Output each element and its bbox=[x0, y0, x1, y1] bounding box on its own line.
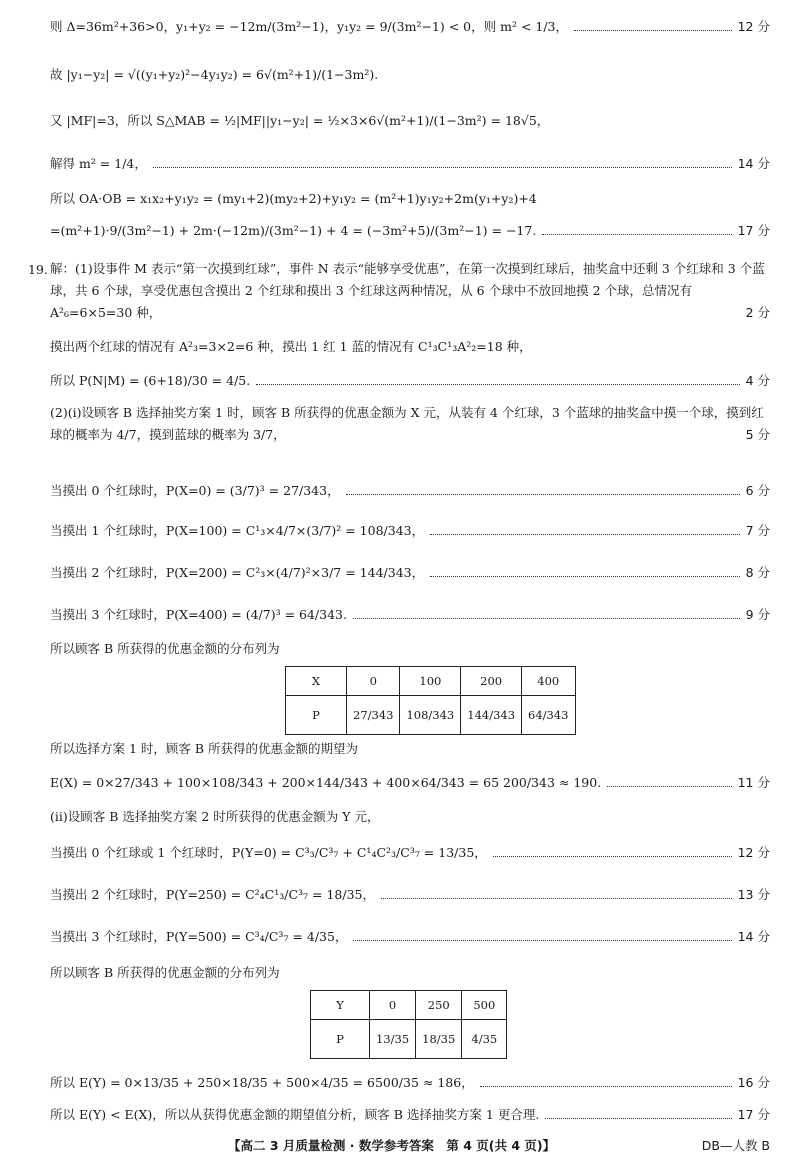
table-cell: Y bbox=[311, 991, 370, 1020]
leader-dots bbox=[256, 384, 739, 385]
leader-dots bbox=[430, 534, 739, 535]
score-label: 11 分 bbox=[737, 775, 770, 790]
table-cell: 4/35 bbox=[462, 1020, 507, 1059]
score-label: 4 分 bbox=[745, 373, 770, 388]
line-text: 当摸出 2 个红球时，P(X=200) = C²₃×(4/7)²×3/7 = 144/343， bbox=[50, 565, 425, 580]
line-text: 所以顾客 B 所获得的优惠金额的分布列为 bbox=[50, 965, 280, 980]
score-label: 17 分 bbox=[737, 1107, 770, 1122]
leader-dots bbox=[346, 494, 740, 495]
score-label: 7 分 bbox=[745, 523, 770, 538]
leader-dots bbox=[607, 786, 731, 787]
table-cell: X bbox=[286, 667, 347, 696]
leader-dots bbox=[381, 898, 732, 899]
score-label: 5 分 bbox=[745, 427, 770, 442]
solution-line bbox=[50, 1074, 770, 1092]
line-text: 摸出两个红球的情况有 A²₃=3×2=6 种，摸出 1 红 1 蓝的情况有 C¹₃C¹₃A²₂=18 种， bbox=[50, 339, 532, 354]
solution-line bbox=[50, 886, 770, 904]
line-text: 故 |y₁−y₂| = √((y₁+y₂)²−4y₁y₂) = 6√(m²+1)/(1−3m²). bbox=[50, 67, 379, 82]
table-cell: 18/35 bbox=[416, 1020, 462, 1059]
solution-line bbox=[50, 740, 770, 758]
line-text: E(X) = 0×27/343 + 100×108/343 + 200×144/343 + 400×64/343 = 65 200/343 ≈ 190. bbox=[50, 775, 602, 790]
score-label: 12 分 bbox=[737, 19, 770, 34]
solution-line bbox=[50, 606, 770, 624]
line-text: (2)(ⅰ)设顾客 B 选择抽奖方案 1 时，顾客 B 所获得的优惠金额为 X 元，从装有 4 个红球，3 个蓝球的抽奖盒中摸一个球，摸到红球的概率为 4/7，摸到蓝球的概率为 3/7， bbox=[50, 405, 764, 442]
footer-code: DB—人教 B bbox=[701, 1138, 770, 1153]
score-label: 12 分 bbox=[737, 845, 770, 860]
solution-line bbox=[50, 372, 770, 390]
leader-dots bbox=[542, 234, 731, 235]
score-label: 9 分 bbox=[745, 607, 770, 622]
line-text: 当摸出 1 个红球时，P(X=100) = C¹₃×4/7×(3/7)² = 108/343， bbox=[50, 523, 425, 538]
line-text: 当摸出 0 个红球时，P(X=0) = (3/7)³ = 27/343， bbox=[50, 483, 340, 498]
solution-line bbox=[50, 774, 770, 792]
leader-dots bbox=[430, 576, 739, 577]
solution-line bbox=[50, 522, 770, 540]
table-cell: 200 bbox=[461, 667, 522, 696]
line-text: 当摸出 2 个红球时，P(Y=250) = C²₄C¹₃/C³₇ = 18/35， bbox=[50, 887, 375, 902]
solution-line bbox=[50, 66, 770, 84]
line-text: 所以 P(N|M) = (6+18)/30 = 4/5. bbox=[50, 373, 251, 388]
solution-line bbox=[50, 155, 770, 173]
line-text: 所以 E(Y) = 0×13/35 + 250×18/35 + 500×4/35 = 6500/35 ≈ 186， bbox=[50, 1075, 474, 1090]
score-label: 6 分 bbox=[745, 483, 770, 498]
line-text: 所以选择方案 1 时，顾客 B 所获得的优惠金额的期望为 bbox=[50, 741, 359, 756]
leader-dots bbox=[574, 30, 732, 31]
question-number: 19. bbox=[28, 262, 48, 277]
solution-line bbox=[50, 190, 770, 208]
leader-dots bbox=[353, 618, 740, 619]
solution-line bbox=[50, 1106, 770, 1124]
solution-paragraph bbox=[50, 402, 770, 446]
score-label: 2 分 bbox=[745, 305, 770, 320]
line-text: 所以顾客 B 所获得的优惠金额的分布列为 bbox=[50, 641, 280, 656]
score-label: 8 分 bbox=[745, 565, 770, 580]
table-cell: P bbox=[286, 696, 347, 735]
line-text: 所以 OA·OB = x₁x₂+y₁y₂ = (my₁+2)(my₂+2)+y₁y₂ = (m²+1)y₁y₂+2m(y₁+y₂)+4 bbox=[50, 191, 537, 206]
line-text: 解得 m² = 1/4， bbox=[50, 156, 147, 171]
footer-title: 【高二 3 月质量检测 · 数学参考答案 第 4 页(共 4 页)】 bbox=[228, 1138, 556, 1153]
table-cell: P bbox=[311, 1020, 370, 1059]
line-text: 当摸出 0 个红球或 1 个红球时，P(Y=0) = C³₃/C³₇ + C¹₄C²₃/C³₇ = 13/35， bbox=[50, 845, 487, 860]
solution-line bbox=[50, 18, 770, 36]
line-text: 当摸出 3 个红球时，P(X=400) = (4/7)³ = 64/343. bbox=[50, 607, 347, 622]
table-cell: 400 bbox=[522, 667, 575, 696]
table-cell: 144/343 bbox=[461, 696, 522, 735]
score-label: 13 分 bbox=[737, 887, 770, 902]
solution-line bbox=[50, 112, 770, 130]
solution-line bbox=[50, 640, 770, 658]
line-text: 解：(1)设事件 M 表示“第一次摸到红球”，事件 N 表示“能够享受优惠”，在第一次摸到红球后，抽奖盒中还剩 3 个红球和 3 个蓝球，共 6 个球，享受优惠包含摸出 2 个红球和摸出 3 个红球这两种情况，从 6 个球中不放回地摸 2 个球，总情况有 A²₆=6×5=30 种， bbox=[50, 261, 765, 320]
line-text: 又 |MF|=3，所以 S△MAB = ½|MF||y₁−y₂| = ½×3×6√(m²+1)/(1−3m²) = 18√5， bbox=[50, 113, 550, 128]
table-cell: 0 bbox=[370, 991, 416, 1020]
table-cell: 0 bbox=[347, 667, 400, 696]
line-text: 所以 E(Y) < E(X)，所以从获得优惠金额的期望值分析，顾客 B 选择抽奖方案 1 更合理. bbox=[50, 1107, 540, 1122]
leader-dots bbox=[545, 1118, 731, 1119]
solution-line bbox=[50, 844, 770, 862]
solution-paragraph bbox=[50, 258, 770, 324]
solution-line bbox=[50, 482, 770, 500]
line-text: 当摸出 3 个红球时，P(Y=500) = C³₄/C³₇ = 4/35， bbox=[50, 929, 348, 944]
score-label: 14 分 bbox=[737, 156, 770, 171]
leader-dots bbox=[480, 1086, 732, 1087]
table-cell: 100 bbox=[400, 667, 461, 696]
solution-line bbox=[50, 808, 770, 826]
table-cell: 500 bbox=[462, 991, 507, 1020]
table-cell: 64/343 bbox=[522, 696, 575, 735]
solution-line bbox=[50, 964, 770, 982]
solution-line bbox=[50, 564, 770, 582]
score-label: 14 分 bbox=[737, 929, 770, 944]
table-cell: 27/343 bbox=[347, 696, 400, 735]
table-cell: 250 bbox=[416, 991, 462, 1020]
solution-line bbox=[50, 928, 770, 946]
line-text: 则 Δ=36m²+36>0，y₁+y₂ = −12m/(3m²−1)，y₁y₂ = 9/(3m²−1) < 0，则 m² < 1/3， bbox=[50, 19, 569, 34]
score-label: 16 分 bbox=[737, 1075, 770, 1090]
distribution-table-x bbox=[285, 666, 576, 735]
score-label: 17 分 bbox=[737, 223, 770, 238]
leader-dots bbox=[353, 940, 731, 941]
solution-line bbox=[50, 338, 770, 356]
table-cell: 13/35 bbox=[370, 1020, 416, 1059]
solution-line bbox=[50, 222, 770, 240]
leader-dots bbox=[493, 856, 732, 857]
leader-dots bbox=[153, 167, 732, 168]
table-cell: 108/343 bbox=[400, 696, 461, 735]
distribution-table-y bbox=[310, 990, 507, 1059]
line-text: =(m²+1)·9/(3m²−1) + 2m·(−12m)/(3m²−1) + 4 = (−3m²+5)/(3m²−1) = −17. bbox=[50, 223, 537, 238]
line-text: (ⅱ)设顾客 B 选择抽奖方案 2 时所获得的优惠金额为 Y 元， bbox=[50, 809, 380, 824]
